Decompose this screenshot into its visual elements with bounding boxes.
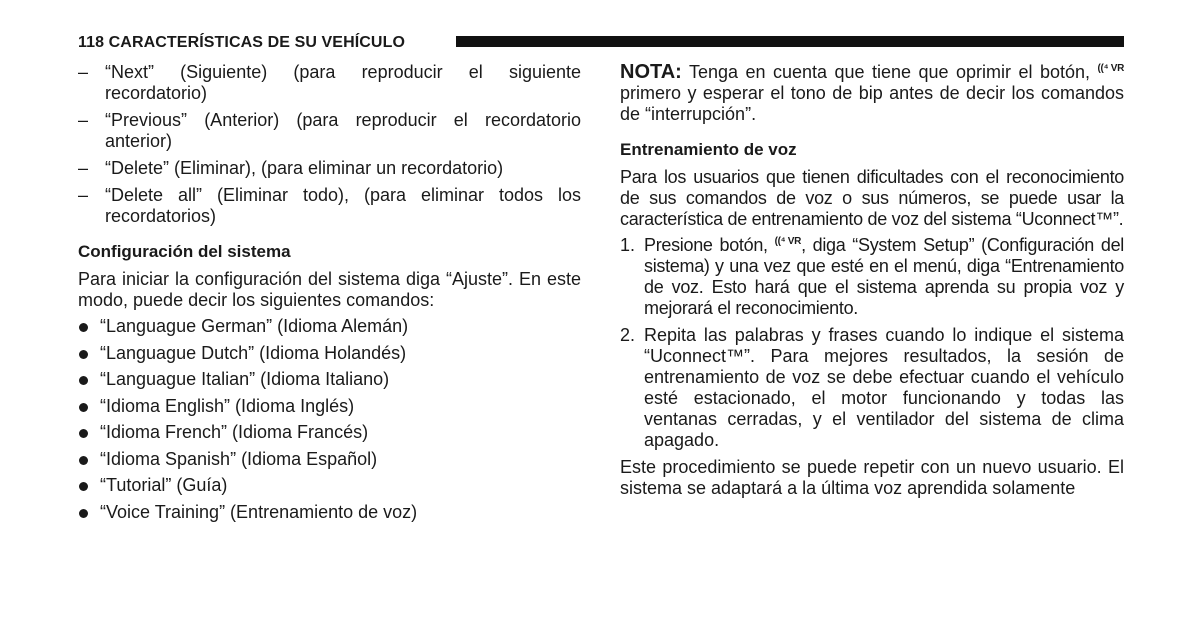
list-item: – “Next” (Siguiente) (para reproducir el siguiente recordatorio) bbox=[78, 62, 581, 104]
note-text: Tenga en cuenta que tiene que oprimir el botón, bbox=[681, 62, 1098, 82]
list-item: “Languague German” (Idioma Alemán) bbox=[78, 316, 581, 343]
list-item: “Tutorial” (Guía) bbox=[78, 475, 581, 502]
training-steps bbox=[620, 235, 1124, 451]
voice-command-icon: ((⁴ VR bbox=[774, 236, 802, 247]
step-text: Repita las palabras y frases cuando lo indique el sistema “Uconnect™”. Para mejores resultados, la sesión de entrenamiento de voz se debe efectuar cuando el vehículo esté estacionado, el motor funcionando y todas las ventanas cerradas, y el ventilador del sistema de clima apagado. bbox=[644, 325, 1124, 450]
voice-command-icon: ((⁴ VR bbox=[1097, 63, 1124, 74]
list-item bbox=[620, 235, 1124, 319]
closing-paragraph: Este procedimiento se puede repetir con un nuevo usuario. El sistema se adaptará a la última voz aprendida solamente bbox=[620, 457, 1124, 498]
list-item: “Idioma Spanish” (Idioma Español) bbox=[78, 449, 581, 476]
list-item: “Voice Training” (Entrenamiento de voz) bbox=[78, 502, 581, 529]
right-column bbox=[620, 62, 1124, 499]
note-label: NOTA: bbox=[620, 61, 682, 83]
training-heading: Entrenamiento de voz bbox=[620, 140, 797, 159]
config-heading: Configuración del sistema bbox=[78, 242, 291, 261]
step-number: 2. bbox=[620, 325, 636, 345]
page-title: 118 CARACTERÍSTICAS DE SU VEHÍCULO bbox=[78, 34, 406, 51]
list-item: – “Previous” (Anterior) (para reproducir el recordatorio anterior) bbox=[78, 110, 581, 152]
list-item: “Languague Dutch” (Idioma Holandés) bbox=[78, 343, 581, 370]
step-text: , diga “System Setup” (Configuración del sistema) y una vez que esté en el menú, diga “Entrenamiento de voz. Esto hará que el sistema aprenda su propia voz y mejorará el reconocimiento. bbox=[644, 235, 1124, 318]
left-column bbox=[78, 62, 581, 528]
reminder-commands-list bbox=[78, 62, 581, 227]
step-number: 1. bbox=[620, 235, 636, 255]
config-intro: Para iniciar la configuración del sistema diga “Ajuste”. En este modo, puede decir los siguientes comandos: bbox=[78, 269, 581, 310]
page-header bbox=[78, 34, 1124, 54]
list-item: “Idioma English” (Idioma Inglés) bbox=[78, 396, 581, 423]
training-intro: Para los usuarios que tienen dificultades con el reconocimiento de sus comandos de voz o sus números, se puede usar la característica de entrenamiento de voz del sistema “Uconnect™”. bbox=[620, 167, 1124, 229]
header-rule bbox=[456, 36, 1124, 47]
list-item: “Languague Italian” (Idioma Italiano) bbox=[78, 369, 581, 396]
note-text: primero y esperar el tono de bip antes de decir los comandos de “interrupción”. bbox=[620, 83, 1124, 124]
note-paragraph bbox=[620, 62, 1124, 125]
list-item bbox=[620, 325, 1124, 451]
config-commands-list bbox=[78, 316, 581, 528]
list-item: – “Delete” (Eliminar), (para eliminar un recordatorio) bbox=[78, 158, 581, 179]
list-item: “Idioma French” (Idioma Francés) bbox=[78, 422, 581, 449]
step-text: Presione botón, bbox=[644, 235, 775, 255]
list-item: – “Delete all” (Eliminar todo), (para eliminar todos los recordatorios) bbox=[78, 185, 581, 227]
